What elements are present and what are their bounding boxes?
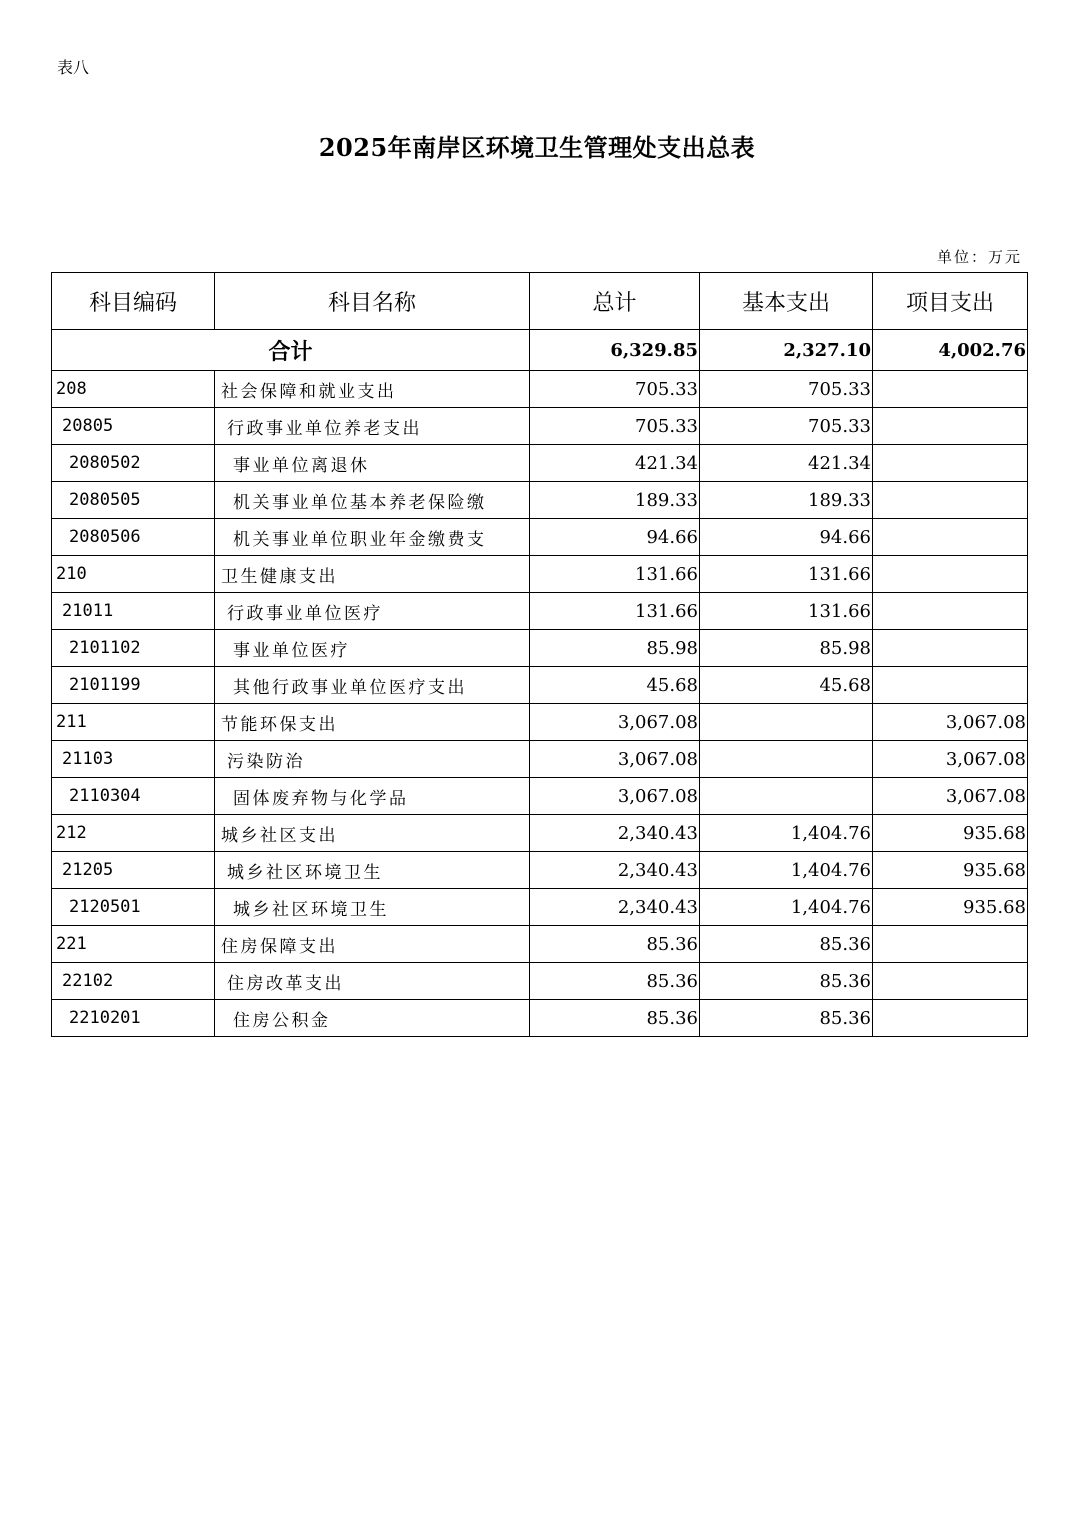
row-basic: 45.68 [700,667,873,704]
row-total: 3,067.08 [530,704,700,741]
row-basic: 1,404.76 [700,815,873,852]
row-project: 3,067.08 [873,778,1028,815]
total-basic: 2,327.10 [700,330,873,371]
row-code: 21011 [52,593,215,630]
total-sum: 6,329.85 [530,330,700,371]
table-row [52,889,1028,926]
row-total: 85.36 [530,1000,700,1037]
row-code: 212 [52,815,215,852]
row-total: 189.33 [530,482,700,519]
table-row [52,778,1028,815]
table-row [52,741,1028,778]
table-row [52,482,1028,519]
row-project [873,963,1028,1000]
row-code: 2080505 [52,482,215,519]
row-total: 3,067.08 [530,741,700,778]
row-total: 421.34 [530,445,700,482]
row-basic [700,741,873,778]
expenditure-table [51,272,1028,1037]
header-basic: 基本支出 [700,273,873,330]
row-code: 2120501 [52,889,215,926]
table-row [52,704,1028,741]
row-name: 城乡社区环境卫生 [215,889,530,926]
row-basic: 85.98 [700,630,873,667]
row-name: 事业单位离退休 [215,445,530,482]
row-total: 3,067.08 [530,778,700,815]
header-name: 科目名称 [215,273,530,330]
table-row [52,1000,1028,1037]
row-total: 94.66 [530,519,700,556]
row-name: 城乡社区支出 [215,815,530,852]
row-basic: 705.33 [700,408,873,445]
table-row [52,667,1028,704]
unit-note: 单位：万元 [936,248,1022,266]
header-row [52,273,1028,330]
row-total: 705.33 [530,408,700,445]
table-row [52,445,1028,482]
row-code: 2110304 [52,778,215,815]
row-basic: 85.36 [700,926,873,963]
row-project [873,482,1028,519]
row-total: 131.66 [530,593,700,630]
row-basic [700,704,873,741]
row-project [873,556,1028,593]
header-total: 总计 [530,273,700,330]
table-row [52,963,1028,1000]
row-code: 2080502 [52,445,215,482]
row-code: 2101199 [52,667,215,704]
row-basic: 1,404.76 [700,889,873,926]
row-project [873,630,1028,667]
row-total: 45.68 [530,667,700,704]
row-project: 935.68 [873,852,1028,889]
row-basic: 421.34 [700,445,873,482]
row-basic: 85.36 [700,963,873,1000]
row-name: 住房公积金 [215,1000,530,1037]
row-project [873,519,1028,556]
row-code: 208 [52,371,215,408]
header-code: 科目编码 [52,273,215,330]
page-title: 2025年南岸区环境卫生管理处支出总表 [318,133,756,162]
row-name: 行政事业单位医疗 [215,593,530,630]
row-code: 221 [52,926,215,963]
row-project: 935.68 [873,815,1028,852]
row-project [873,445,1028,482]
row-total: 2,340.43 [530,852,700,889]
row-name: 机关事业单位基本养老保险缴 [215,482,530,519]
row-name: 卫生健康支出 [215,556,530,593]
row-basic: 1,404.76 [700,852,873,889]
row-basic: 85.36 [700,1000,873,1037]
row-basic: 94.66 [700,519,873,556]
row-code: 2101102 [52,630,215,667]
row-project [873,371,1028,408]
row-name: 事业单位医疗 [215,630,530,667]
row-project [873,593,1028,630]
row-name: 住房改革支出 [215,963,530,1000]
row-name: 社会保障和就业支出 [215,371,530,408]
row-project [873,926,1028,963]
row-project [873,667,1028,704]
row-code: 22102 [52,963,215,1000]
row-project [873,408,1028,445]
table-row [52,815,1028,852]
row-total: 2,340.43 [530,889,700,926]
row-code: 21205 [52,852,215,889]
row-code: 211 [52,704,215,741]
row-basic: 131.66 [700,556,873,593]
row-basic: 189.33 [700,482,873,519]
row-name: 其他行政事业单位医疗支出 [215,667,530,704]
row-project: 3,067.08 [873,741,1028,778]
row-name: 节能环保支出 [215,704,530,741]
total-project: 4,002.76 [873,330,1028,371]
row-name: 城乡社区环境卫生 [215,852,530,889]
row-code: 2080506 [52,519,215,556]
row-project: 3,067.08 [873,704,1028,741]
row-name: 行政事业单位养老支出 [215,408,530,445]
row-total: 705.33 [530,371,700,408]
table-row [52,519,1028,556]
row-name: 污染防治 [215,741,530,778]
table-row [52,852,1028,889]
row-basic: 131.66 [700,593,873,630]
table-number-label: 表八 [57,58,90,77]
table-row [52,630,1028,667]
table-row [52,408,1028,445]
table-row [52,926,1028,963]
row-code: 2210201 [52,1000,215,1037]
row-code: 20805 [52,408,215,445]
total-label: 合计 [52,330,530,371]
table-row [52,371,1028,408]
row-total: 131.66 [530,556,700,593]
row-total: 85.36 [530,926,700,963]
row-basic [700,778,873,815]
header-project: 项目支出 [873,273,1028,330]
table-row [52,593,1028,630]
row-name: 住房保障支出 [215,926,530,963]
total-row [52,330,1028,371]
row-total: 85.98 [530,630,700,667]
row-total: 85.36 [530,963,700,1000]
row-basic: 705.33 [700,371,873,408]
row-project [873,1000,1028,1037]
row-total: 2,340.43 [530,815,700,852]
row-code: 21103 [52,741,215,778]
row-code: 210 [52,556,215,593]
row-name: 机关事业单位职业年金缴费支 [215,519,530,556]
row-name: 固体废弃物与化学品 [215,778,530,815]
table-row [52,556,1028,593]
row-project: 935.68 [873,889,1028,926]
